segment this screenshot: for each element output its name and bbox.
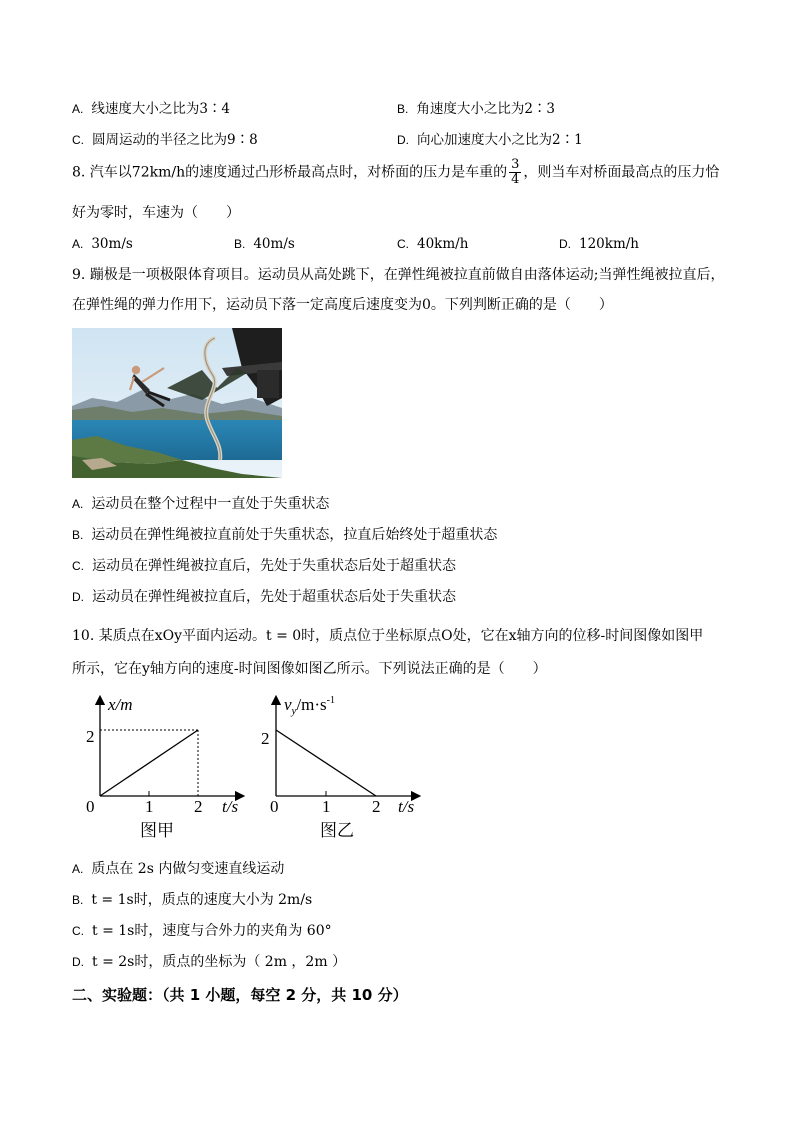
option-text: 运动员在弹性绳被拉直后，先处于超重状态后处于失重状态 bbox=[92, 589, 456, 605]
option-text: 40m/s bbox=[253, 236, 295, 252]
option-letter: C. bbox=[72, 559, 84, 573]
option-letter: A. bbox=[72, 497, 84, 511]
option-text: 运动员在弹性绳被拉直前处于失重状态，拉直后始终处于超重状态 bbox=[91, 527, 498, 543]
option-text: 角速度大小之比为2∶3 bbox=[416, 101, 556, 117]
q8-option-c bbox=[397, 235, 468, 253]
origin-label: 0 bbox=[270, 797, 279, 816]
option-text: 向心加速度大小之比为2∶1 bbox=[417, 132, 583, 148]
q8-stem-part1: 8. 汽车以72km/h的速度通过凸形桥最高点时，对桥面的压力是车重的 bbox=[72, 164, 508, 181]
fraction-denominator: 4 bbox=[511, 172, 520, 187]
section-2-title: 二、实验题：（共 1 小题，每空 2 分，共 10 分） bbox=[72, 986, 408, 1004]
q7-option-a bbox=[72, 100, 230, 118]
q8-stem-line1 bbox=[72, 158, 719, 187]
y-axis-label-sub: y bbox=[291, 705, 297, 717]
q8-stem-part2: ，则当车对桥面最高点的压力恰 bbox=[523, 164, 720, 181]
option-text: 运动员在整个过程中一直处于失重状态 bbox=[91, 496, 330, 512]
option-letter: C. bbox=[72, 133, 84, 147]
graph-yi bbox=[258, 688, 438, 843]
y-axis-label: x/m bbox=[108, 695, 133, 714]
y-tick-label: 2 bbox=[261, 729, 270, 748]
q8-option-d bbox=[559, 235, 639, 253]
graph-caption: 图乙 bbox=[320, 821, 354, 840]
q9-stem-line1: 9. 蹦极是一项极限体育项目。运动员从高处跳下，在弹性绳被拉直前做自由落体运动;当弹性绳被拉直后， bbox=[72, 267, 725, 283]
origin-label: 0 bbox=[86, 797, 95, 816]
option-letter: C. bbox=[397, 237, 409, 251]
option-letter: D. bbox=[397, 133, 409, 147]
option-text: 120km/h bbox=[579, 236, 639, 252]
q8-option-a bbox=[72, 235, 133, 253]
graph-caption: 图甲 bbox=[140, 821, 174, 840]
y-axis-label-main: v bbox=[284, 695, 292, 714]
x-axis-label: t/s bbox=[222, 797, 239, 816]
q7-option-d bbox=[397, 131, 583, 149]
q10-option-b bbox=[72, 891, 312, 909]
fraction bbox=[509, 158, 521, 187]
series-line bbox=[276, 730, 376, 796]
x-tick-label: 1 bbox=[322, 797, 331, 816]
option-text: t = 1s时，速度与合外力的夹角为 60° bbox=[92, 923, 332, 939]
graph-jia bbox=[80, 688, 260, 843]
fraction-numerator: 3 bbox=[511, 157, 520, 172]
option-text: 40km/h bbox=[417, 236, 469, 252]
option-letter: B. bbox=[397, 102, 409, 116]
q10-option-d bbox=[72, 953, 346, 971]
y-axis-label-sup: -1 bbox=[326, 695, 336, 706]
y-tick-label: 2 bbox=[86, 727, 95, 746]
option-text: t = 2s时，质点的坐标为（ 2m ，2m ） bbox=[92, 954, 347, 970]
q10-stem-line2: 所示，它在y轴方向的速度-时间图像如图乙所示。下列说法正确的是（ ） bbox=[72, 661, 547, 677]
q7-option-c bbox=[72, 131, 258, 149]
q9-stem-line2: 在弹性绳的弹力作用下，运动员下落一定高度后速度变为0。下列判断正确的是（ ） bbox=[72, 297, 613, 313]
q10-option-a bbox=[72, 860, 284, 878]
option-letter: D. bbox=[559, 237, 571, 251]
option-letter: C. bbox=[72, 924, 84, 938]
q7-option-b bbox=[397, 100, 555, 118]
option-text: 线速度大小之比为3∶4 bbox=[91, 101, 231, 117]
q10-stem-line1: 10. 某质点在xOy平面内运动。t = 0时，质点位于坐标原点O处，它在x轴方向的位移-时间图像如图甲 bbox=[72, 628, 704, 644]
q9-option-d bbox=[72, 588, 456, 606]
q9-option-b bbox=[72, 526, 497, 544]
option-letter: D. bbox=[72, 955, 84, 969]
y-axis-label bbox=[284, 695, 335, 717]
option-letter: B. bbox=[72, 528, 84, 542]
x-tick-label: 2 bbox=[372, 797, 381, 816]
bungee-jump-photo bbox=[72, 328, 282, 478]
q9-option-c bbox=[72, 557, 456, 575]
q10-option-c bbox=[72, 922, 332, 940]
q8-option-b bbox=[234, 235, 295, 253]
y-axis-label-unit: /m·s bbox=[296, 695, 327, 714]
option-letter: A. bbox=[72, 102, 84, 116]
series-line bbox=[100, 730, 198, 796]
option-letter: B. bbox=[72, 893, 84, 907]
option-text: 圆周运动的半径之比为9∶8 bbox=[92, 132, 258, 148]
x-tick-label: 2 bbox=[194, 797, 203, 816]
option-text: 质点在 2s 内做匀变速直线运动 bbox=[91, 861, 285, 877]
option-text: 30m/s bbox=[91, 236, 133, 252]
option-letter: B. bbox=[234, 237, 246, 251]
x-tick-label: 1 bbox=[145, 797, 154, 816]
option-text: 运动员在弹性绳被拉直后，先处于失重状态后处于超重状态 bbox=[92, 558, 456, 574]
q9-option-a bbox=[72, 495, 329, 513]
option-letter: A. bbox=[72, 237, 84, 251]
option-letter: A. bbox=[72, 862, 84, 876]
option-letter: D. bbox=[72, 590, 84, 604]
option-text: t = 1s时，质点的速度大小为 2m/s bbox=[91, 892, 313, 908]
q8-stem-line2: 好为零时，车速为（ ） bbox=[72, 205, 240, 221]
x-axis-label: t/s bbox=[398, 797, 415, 816]
